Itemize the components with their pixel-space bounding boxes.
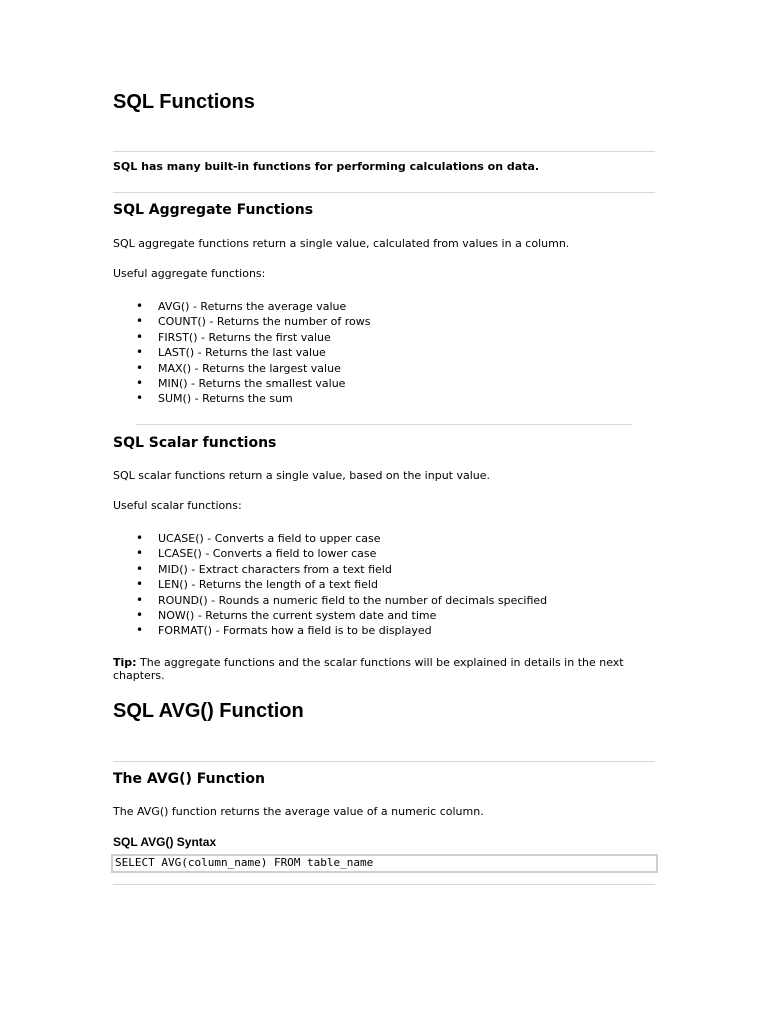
list-item: • COUNT() - Returns the number of rows [158,314,370,329]
tip-label: Tip: [113,656,137,669]
aggregate-description: SQL aggregate functions return a single value, calculated from values in a column. [113,237,570,250]
avg-heading: The AVG() Function [113,771,265,787]
page-title: SQL Functions [113,91,255,113]
list-item: • FIRST() - Returns the first value [158,330,370,345]
list-item: • UCASE() - Converts a field to upper case [158,531,547,546]
intro-text: SQL has many built-in functions for performing calculations on data. [113,160,540,173]
divider [113,884,655,885]
divider [113,192,655,193]
scalar-useful-label: Useful scalar functions: [113,499,242,512]
list-item: • NOW() - Returns the current system date and time [158,608,547,623]
list-item: • SUM() - Returns the sum [158,391,370,406]
list-item: • ROUND() - Rounds a numeric field to the number of decimals specified [158,593,547,608]
list-item: • LCASE() - Converts a field to lower case [158,546,547,561]
divider [113,151,655,152]
tip-note [113,656,624,682]
divider [113,761,655,762]
code-text: SELECT AVG(column_name) FROM table_name [115,856,374,869]
list-item: • FORMAT() - Formats how a field is to be displayed [158,623,547,638]
list-item: • MAX() - Returns the largest value [158,361,370,376]
list-item: • LAST() - Returns the last value [158,345,370,360]
divider [136,424,632,425]
list-item: • LEN() - Returns the length of a text field [158,577,547,592]
tip-text-continued: chapters. [113,669,165,682]
avg-section-title: SQL AVG() Function [113,700,304,722]
scalar-description: SQL scalar functions return a single value, based on the input value. [113,469,491,482]
avg-description: The AVG() function returns the average value of a numeric column. [113,805,484,818]
list-item: • AVG() - Returns the average value [158,299,370,314]
avg-syntax-heading: SQL AVG() Syntax [113,835,217,849]
scalar-heading: SQL Scalar functions [113,435,277,451]
code-block [111,854,658,873]
scalar-function-list [113,531,547,639]
list-item: • MIN() - Returns the smallest value [158,376,370,391]
tip-text: The aggregate functions and the scalar functions will be explained in details in the next [140,656,624,669]
aggregate-function-list [113,299,370,407]
list-item: • MID() - Extract characters from a text field [158,562,547,577]
aggregate-useful-label: Useful aggregate functions: [113,267,266,280]
aggregate-heading: SQL Aggregate Functions [113,202,314,218]
